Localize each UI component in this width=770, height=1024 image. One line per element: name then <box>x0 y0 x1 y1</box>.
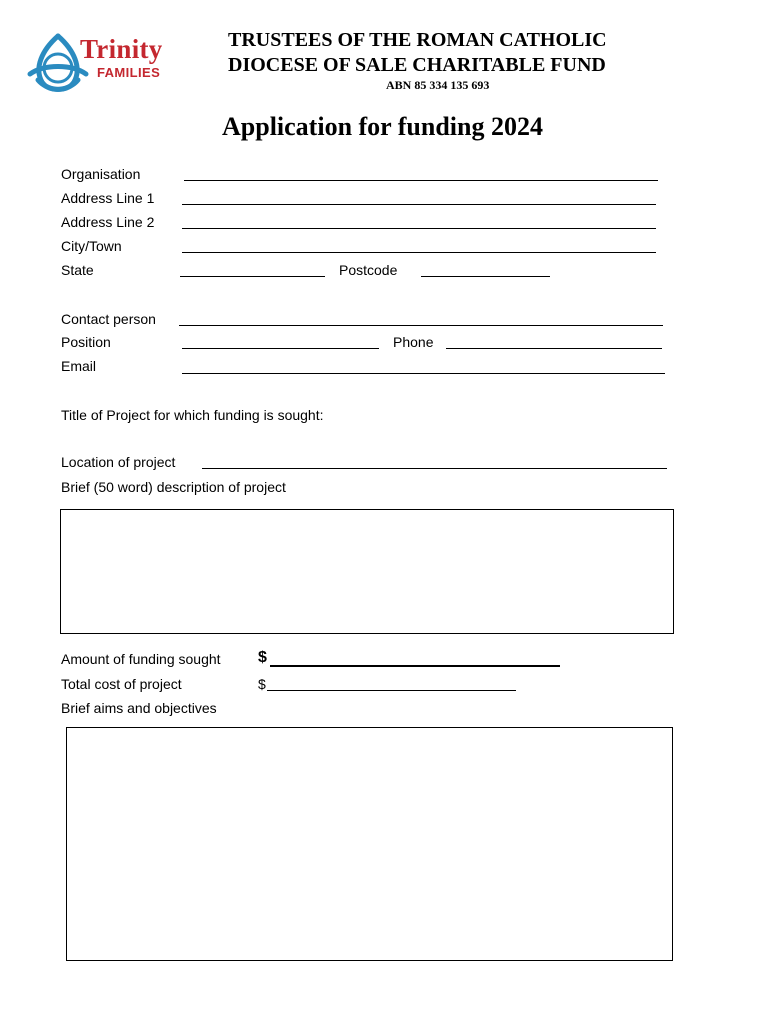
phone-field[interactable] <box>446 348 662 349</box>
description-textbox[interactable] <box>60 509 674 634</box>
email-label: Email <box>61 358 97 374</box>
page-title: Application for funding 2024 <box>222 112 543 141</box>
address-line-1-label: Address Line 1 <box>61 190 155 206</box>
abn-number: ABN 85 334 135 693 <box>386 78 490 92</box>
organisation-label: Organisation <box>61 166 141 182</box>
address-line-1-field[interactable] <box>182 204 656 205</box>
amount-sought-field[interactable] <box>270 665 560 667</box>
amount-sought-label: Amount of funding sought <box>61 651 221 667</box>
location-field[interactable] <box>202 468 667 469</box>
header-line-1: TRUSTEES OF THE ROMAN CATHOLIC <box>228 29 607 51</box>
organisation-field[interactable] <box>184 180 658 181</box>
postcode-field[interactable] <box>421 276 550 277</box>
amount-currency-symbol: $ <box>258 649 267 666</box>
project-title-label: Title of Project for which funding is sought: <box>61 407 324 423</box>
position-field[interactable] <box>182 348 379 349</box>
city-town-label: City/Town <box>61 238 122 254</box>
postcode-label: Postcode <box>339 262 398 278</box>
description-label: Brief (50 word) description of project <box>61 479 286 495</box>
email-field[interactable] <box>182 373 665 374</box>
state-label: State <box>61 262 94 278</box>
logo-name: Trinity <box>80 34 163 64</box>
header-line-2: DIOCESE OF SALE CHARITABLE FUND <box>228 54 606 76</box>
total-currency-symbol: $ <box>258 676 266 692</box>
total-cost-field[interactable] <box>267 690 516 691</box>
phone-label: Phone <box>393 334 434 350</box>
trinity-families-logo <box>24 30 186 96</box>
contact-person-label: Contact person <box>61 311 156 327</box>
aims-textbox[interactable] <box>66 727 673 961</box>
logo-subtitle: FAMILIES <box>97 65 161 80</box>
address-line-2-field[interactable] <box>182 228 656 229</box>
state-field[interactable] <box>180 276 325 277</box>
position-label: Position <box>61 334 111 350</box>
contact-person-field[interactable] <box>179 325 663 326</box>
location-label: Location of project <box>61 454 176 470</box>
aims-label: Brief aims and objectives <box>61 700 217 716</box>
address-line-2-label: Address Line 2 <box>61 214 155 230</box>
city-town-field[interactable] <box>182 252 656 253</box>
total-cost-label: Total cost of project <box>61 676 182 692</box>
